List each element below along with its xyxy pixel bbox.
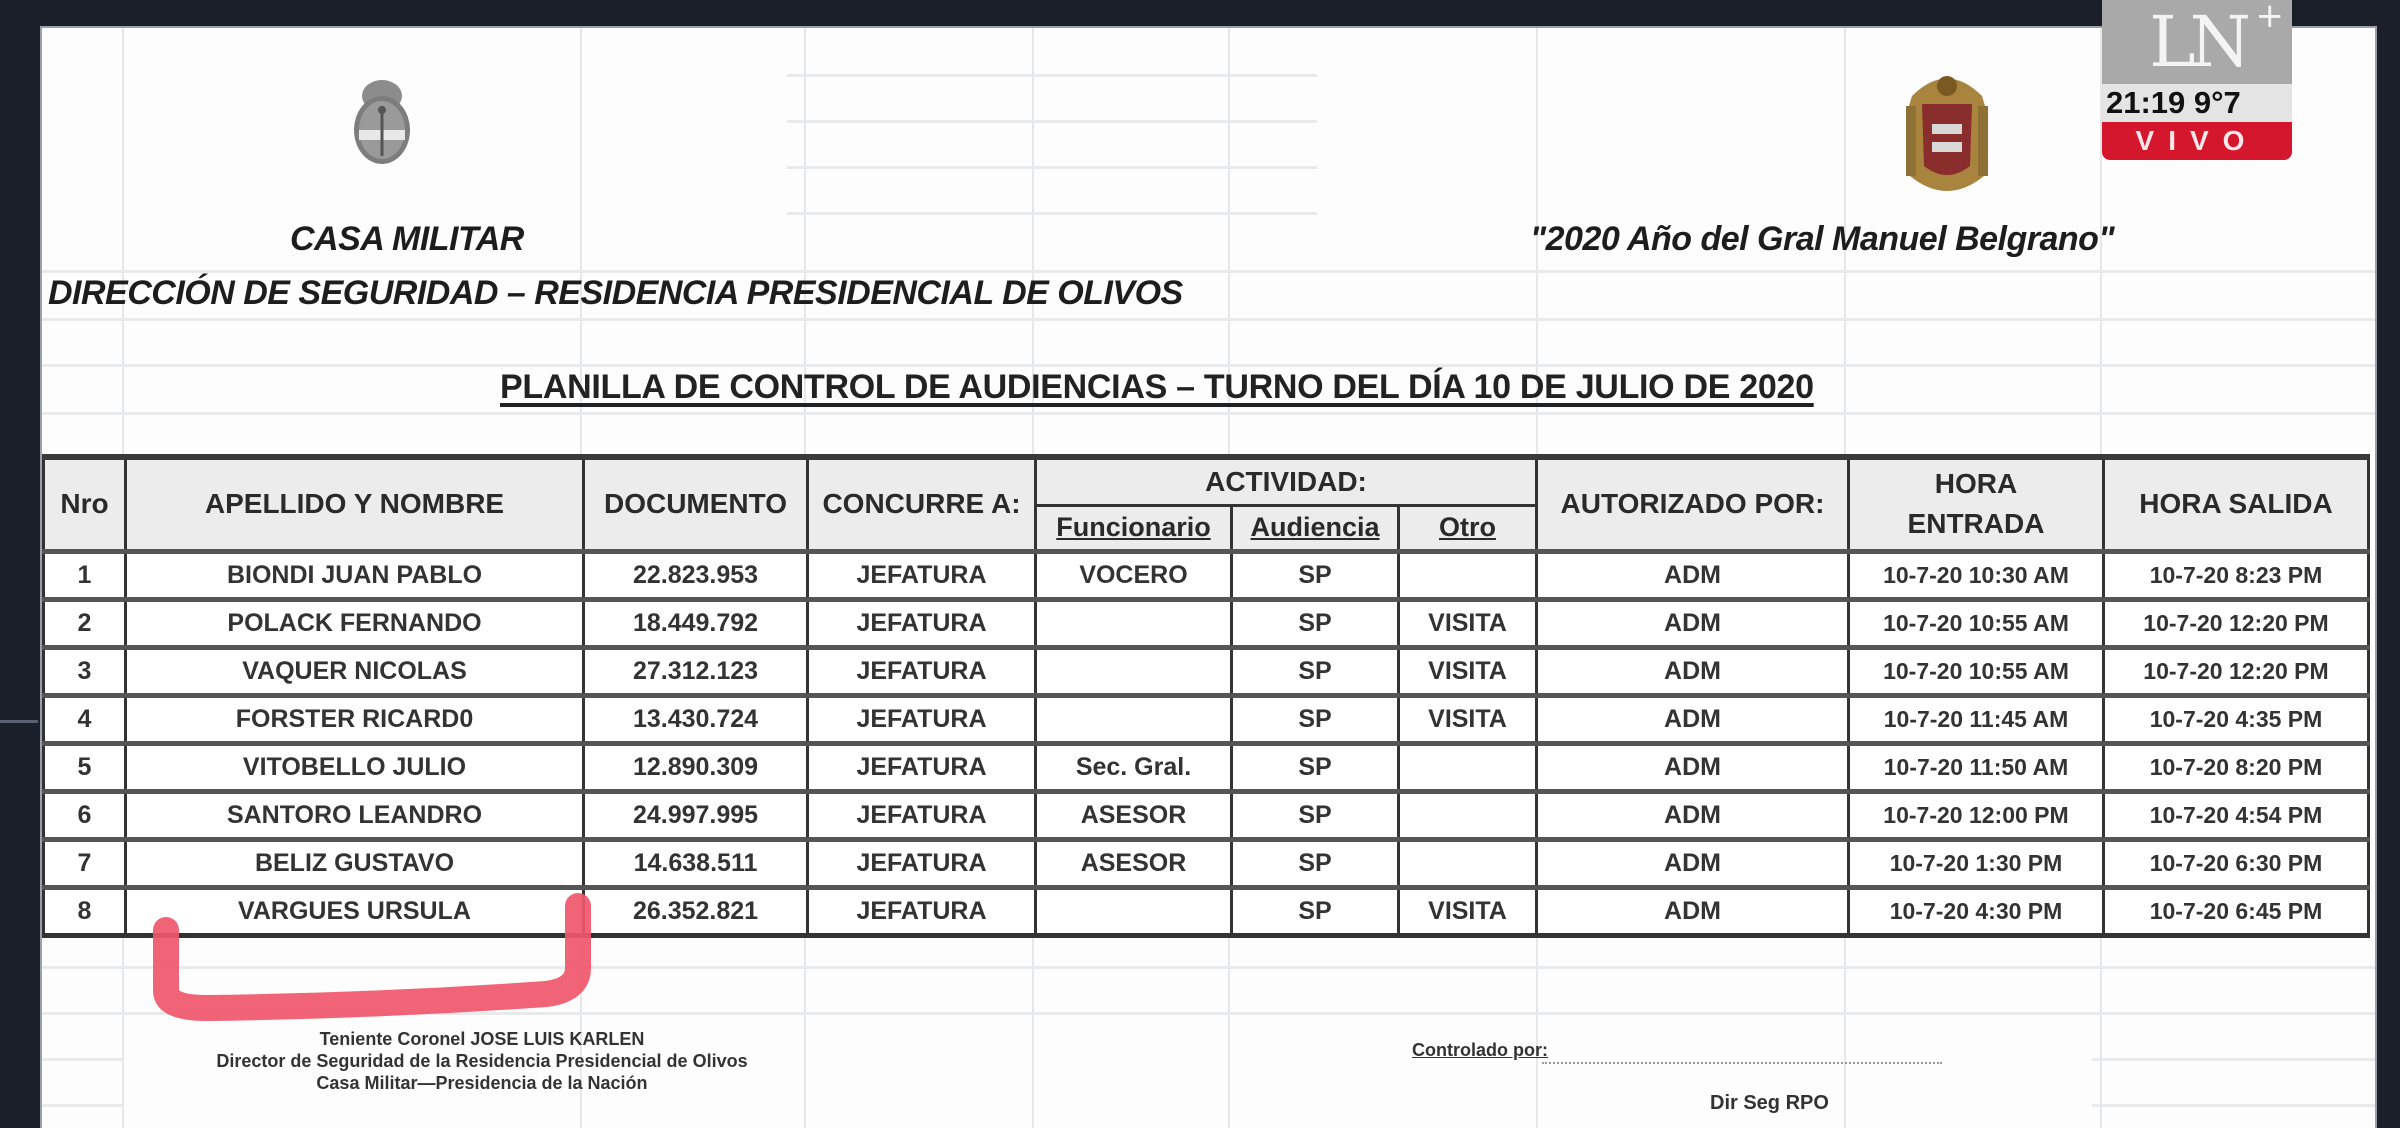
cell-funcionario: ASESOR [1036, 791, 1232, 839]
cell-concurre: JEFATURA [808, 551, 1036, 599]
cell-audiencia: SP [1232, 551, 1399, 599]
cell-nro: 1 [44, 551, 126, 599]
col-header-audiencia: Audiencia [1232, 505, 1399, 551]
cell-nro: 8 [44, 887, 126, 935]
gridline [787, 166, 1317, 169]
cell-documento: 27.312.123 [584, 647, 808, 695]
cell-salida: 10-7-20 8:23 PM [2104, 551, 2369, 599]
institution-name: CASA MILITAR [290, 220, 524, 258]
cell-nro: 6 [44, 791, 126, 839]
cell-entrada: 10-7-20 10:30 AM [1849, 551, 2104, 599]
signatory-block [102, 1028, 862, 1094]
cell-salida: 10-7-20 4:35 PM [2104, 695, 2369, 743]
cell-entrada: 10-7-20 10:55 AM [1849, 647, 2104, 695]
signatory-name: Teniente Coronel JOSE LUIS KARLEN [319, 1029, 645, 1049]
cell-autorizado: ADM [1537, 695, 1849, 743]
gridline [42, 1012, 2375, 1015]
table-row [44, 839, 2369, 887]
cell-salida: 10-7-20 6:30 PM [2104, 839, 2369, 887]
cell-concurre: JEFATURA [808, 599, 1036, 647]
cell-nombre: VITOBELLO JULIO [126, 743, 584, 791]
table-row [44, 647, 2369, 695]
cell-autorizado: ADM [1537, 647, 1849, 695]
cell-salida: 10-7-20 12:20 PM [2104, 647, 2369, 695]
cell-audiencia: SP [1232, 791, 1399, 839]
audiences-table [42, 454, 2370, 938]
cell-otro: VISITA [1399, 647, 1537, 695]
cell-nombre: BELIZ GUSTAVO [126, 839, 584, 887]
col-header-nro: Nro [44, 457, 126, 551]
col-header-actividad: ACTIVIDAD: [1036, 457, 1537, 505]
cell-concurre: JEFATURA [808, 839, 1036, 887]
cell-documento: 14.638.511 [584, 839, 808, 887]
live-badge: VIVO [2102, 122, 2292, 160]
cell-nombre: FORSTER RICARD0 [126, 695, 584, 743]
casa-militar-crest-icon [1892, 66, 2002, 201]
gridline [787, 120, 1317, 123]
cell-audiencia: SP [1232, 887, 1399, 935]
col-header-otro: Otro [1399, 505, 1537, 551]
cell-autorizado: ADM [1537, 551, 1849, 599]
gridline [42, 364, 2375, 367]
cell-audiencia: SP [1232, 839, 1399, 887]
cell-nombre: VAQUER NICOLAS [126, 647, 584, 695]
cell-otro [1399, 551, 1537, 599]
gridline [42, 1104, 122, 1107]
document-sheet [42, 28, 2375, 1128]
cell-nro: 5 [44, 743, 126, 791]
col-header-concurre: CONCURRE A: [808, 457, 1036, 551]
table-row [44, 695, 2369, 743]
cell-otro: VISITA [1399, 695, 1537, 743]
broadcast-time-temperature [2102, 84, 2292, 122]
gridline [42, 966, 2375, 969]
cell-documento: 24.997.995 [584, 791, 808, 839]
col-header-documento: DOCUMENTO [584, 457, 808, 551]
cell-documento: 26.352.821 [584, 887, 808, 935]
cell-funcionario [1036, 599, 1232, 647]
cell-salida: 10-7-20 8:20 PM [2104, 743, 2369, 791]
cell-documento: 13.430.724 [584, 695, 808, 743]
cell-autorizado: ADM [1537, 839, 1849, 887]
cell-nro: 2 [44, 599, 126, 647]
cell-entrada: 10-7-20 4:30 PM [1849, 887, 2104, 935]
gridline [787, 212, 1317, 215]
gridline [2092, 1058, 2375, 1061]
cell-documento: 18.449.792 [584, 599, 808, 647]
controlled-by-role: Dir Seg RPO [1710, 1092, 1829, 1114]
cell-concurre: JEFATURA [808, 647, 1036, 695]
cell-audiencia: SP [1232, 695, 1399, 743]
cell-concurre: JEFATURA [808, 887, 1036, 935]
cell-entrada: 10-7-20 11:45 AM [1849, 695, 2104, 743]
cell-funcionario: Sec. Gral. [1036, 743, 1232, 791]
cell-nombre: VARGUES URSULA [126, 887, 584, 935]
cell-audiencia: SP [1232, 647, 1399, 695]
cell-entrada: 10-7-20 11:50 AM [1849, 743, 2104, 791]
gridline [42, 270, 2375, 273]
ln-plus-channel-logo [2102, 0, 2292, 84]
channel-logo-plus: + [2255, 0, 2284, 36]
cell-nro: 7 [44, 839, 126, 887]
signatory-title: Director de Seguridad de la Residencia Presidencial de Olivos [216, 1051, 748, 1071]
cell-otro [1399, 791, 1537, 839]
cell-nombre: SANTORO LEANDRO [126, 791, 584, 839]
cell-funcionario [1036, 647, 1232, 695]
cell-autorizado: ADM [1537, 599, 1849, 647]
col-header-salida: HORA SALIDA [2104, 457, 2369, 551]
argentina-coat-of-arms-icon [342, 72, 422, 172]
cell-otro: VISITA [1399, 887, 1537, 935]
cell-audiencia: SP [1232, 743, 1399, 791]
gridline [2092, 1104, 2375, 1107]
cell-nombre: BIONDI JUAN PABLO [126, 551, 584, 599]
table-row [44, 743, 2369, 791]
cell-funcionario: VOCERO [1036, 551, 1232, 599]
gridline [787, 74, 1317, 77]
cell-nro: 3 [44, 647, 126, 695]
cell-concurre: JEFATURA [808, 743, 1036, 791]
controlled-by-label: Controlado por: [1412, 1040, 1548, 1060]
cell-audiencia: SP [1232, 599, 1399, 647]
col-header-funcionario: Funcionario [1036, 505, 1232, 551]
cell-documento: 22.823.953 [584, 551, 808, 599]
cell-funcionario: ASESOR [1036, 839, 1232, 887]
cell-funcionario [1036, 887, 1232, 935]
gridline [42, 318, 2375, 321]
cell-autorizado: ADM [1537, 887, 1849, 935]
col-header-autorizado: AUTORIZADO POR: [1537, 457, 1849, 551]
cell-autorizado: ADM [1537, 791, 1849, 839]
col-header-nombre: APELLIDO Y NOMBRE [126, 457, 584, 551]
cell-concurre: JEFATURA [808, 791, 1036, 839]
cell-salida: 10-7-20 4:54 PM [2104, 791, 2369, 839]
table-row [44, 599, 2369, 647]
broadcast-time: 21:19 [2106, 85, 2186, 120]
cell-otro [1399, 839, 1537, 887]
cell-funcionario [1036, 695, 1232, 743]
cell-documento: 12.890.309 [584, 743, 808, 791]
cell-nro: 4 [44, 695, 126, 743]
cell-concurre: JEFATURA [808, 695, 1036, 743]
document-title: PLANILLA DE CONTROL DE AUDIENCIAS – TURNO DEL DÍA 10 DE JULIO DE 2020 [500, 368, 1814, 406]
department-subtitle: DIRECCIÓN DE SEGURIDAD – RESIDENCIA PRESIDENCIAL DE OLIVOS [48, 274, 1183, 312]
cell-entrada: 10-7-20 10:55 AM [1849, 599, 2104, 647]
gridline [42, 412, 2375, 415]
cell-salida: 10-7-20 6:45 PM [2104, 887, 2369, 935]
cell-salida: 10-7-20 12:20 PM [2104, 599, 2369, 647]
col-header-entrada: HORA ENTRADA [1849, 457, 2104, 551]
channel-logo-letters: LN [2149, 1, 2245, 83]
cell-entrada: 10-7-20 12:00 PM [1849, 791, 2104, 839]
table-row [44, 551, 2369, 599]
table-row [44, 887, 2369, 935]
cell-entrada: 10-7-20 1:30 PM [1849, 839, 2104, 887]
frame-edge-marker [0, 720, 38, 723]
signature-line [1542, 1062, 1942, 1064]
cell-nombre: POLACK FERNANDO [126, 599, 584, 647]
signatory-org: Casa Militar—Presidencia de la Nación [316, 1073, 648, 1093]
broadcast-temperature: 9°7 [2193, 85, 2241, 120]
table-row [44, 791, 2369, 839]
cell-autorizado: ADM [1537, 743, 1849, 791]
cell-otro [1399, 743, 1537, 791]
cell-otro: VISITA [1399, 599, 1537, 647]
year-motto: "2020 Año del Gral Manuel Belgrano" [1530, 220, 2115, 258]
